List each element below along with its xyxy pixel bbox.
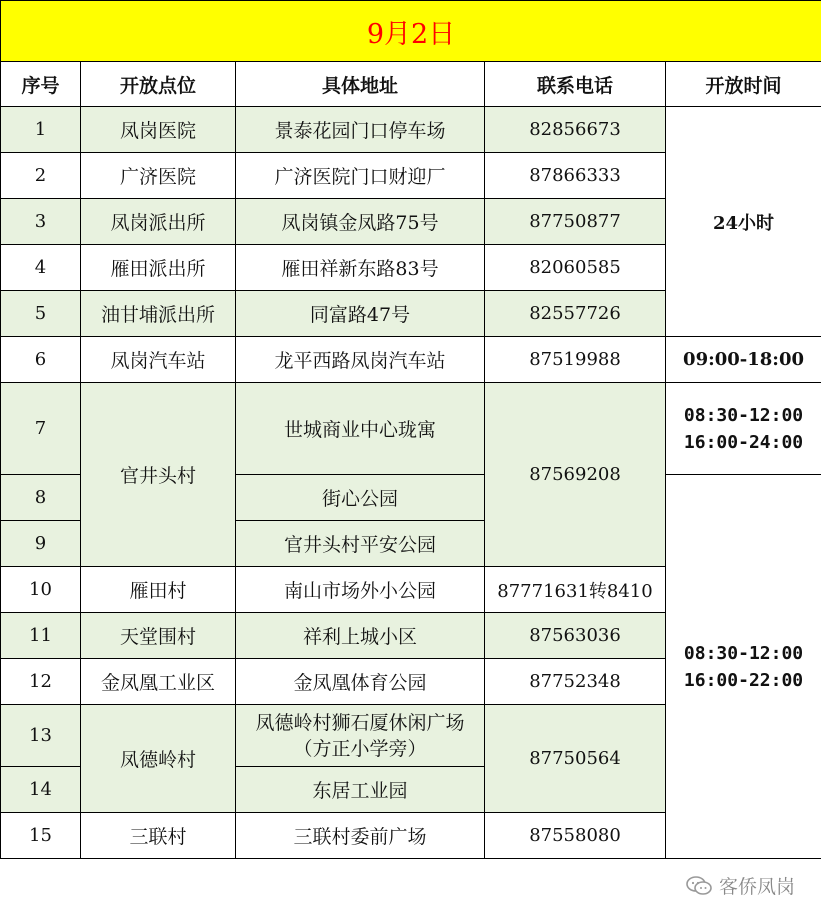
row-index: 6 — [1, 337, 81, 383]
row-index: 11 — [1, 613, 81, 659]
row-address: 雁田祥新东路83号 — [236, 245, 485, 291]
row-phone: 87752348 — [485, 659, 666, 705]
header-site: 开放点位 — [81, 62, 236, 107]
row-phone: 87750564 — [485, 705, 666, 813]
row-index: 1 — [1, 107, 81, 153]
row-site: 凤德岭村 — [81, 705, 236, 813]
table-row — [1, 337, 821, 383]
header-index: 序号 — [1, 62, 81, 107]
row-index: 8 — [1, 475, 81, 521]
row-phone: 87563036 — [485, 613, 666, 659]
row-phone: 87866333 — [485, 153, 666, 199]
row-address: 东居工业园 — [236, 767, 485, 813]
header-hours: 开放时间 — [666, 62, 821, 107]
row-index: 15 — [1, 813, 81, 859]
row-index: 14 — [1, 767, 81, 813]
row-phone: 87771631转8410 — [485, 567, 666, 613]
row-phone: 87750877 — [485, 199, 666, 245]
row-index: 7 — [1, 383, 81, 475]
row-address: 景泰花园门口停车场 — [236, 107, 485, 153]
row-index: 10 — [1, 567, 81, 613]
row-site: 油甘埔派出所 — [81, 291, 236, 337]
row-phone: 87569208 — [485, 383, 666, 567]
address-line: （方正小学旁） — [293, 737, 427, 760]
table-title: 9月2日 — [1, 1, 821, 62]
watermark — [685, 872, 795, 899]
row-address: 同富路47号 — [236, 291, 485, 337]
row-address — [236, 705, 485, 767]
row-address: 金凤凰体育公园 — [236, 659, 485, 705]
row-site: 官井头村 — [81, 383, 236, 567]
row-address: 世城商业中心珑寓 — [236, 383, 485, 475]
row-phone: 87558080 — [485, 813, 666, 859]
watermark-text: 客侨凤岗 — [718, 876, 795, 898]
row-index: 9 — [1, 521, 81, 567]
row-site: 天堂围村 — [81, 613, 236, 659]
row-site: 金凤凰工业区 — [81, 659, 236, 705]
row-index: 12 — [1, 659, 81, 705]
hours-line: 16:00-24:00 — [683, 431, 804, 453]
row-phone: 82060585 — [485, 245, 666, 291]
row-address: 南山市场外小公园 — [236, 567, 485, 613]
hours-24h: 24小时 — [666, 107, 821, 337]
row-address: 三联村委前广场 — [236, 813, 485, 859]
hours-split-22 — [666, 475, 821, 859]
row-site: 雁田派出所 — [81, 245, 236, 291]
row-site: 雁田村 — [81, 567, 236, 613]
row-phone: 82557726 — [485, 291, 666, 337]
header-row — [1, 62, 821, 107]
row-index: 13 — [1, 705, 81, 767]
row-site: 凤岗医院 — [81, 107, 236, 153]
row-address: 龙平西路凤岗汽车站 — [236, 337, 485, 383]
hours-line: 16:00-22:00 — [683, 669, 804, 691]
hours-split-24 — [666, 383, 821, 475]
row-index: 3 — [1, 199, 81, 245]
row-address: 街心公园 — [236, 475, 485, 521]
header-phone: 联系电话 — [485, 62, 666, 107]
row-site: 凤岗汽车站 — [81, 337, 236, 383]
row-site: 广济医院 — [81, 153, 236, 199]
row-address: 广济医院门口财迎厂 — [236, 153, 485, 199]
table-row — [1, 383, 821, 475]
hours-line: 08:30-12:00 — [683, 404, 804, 426]
row-site: 三联村 — [81, 813, 236, 859]
table-row — [1, 107, 821, 153]
address-line: 凤德岭村狮石厦休闲广场 — [255, 711, 465, 734]
row-index: 2 — [1, 153, 81, 199]
row-address: 祥利上城小区 — [236, 613, 485, 659]
row-address: 凤岗镇金凤路75号 — [236, 199, 485, 245]
header-address: 具体地址 — [236, 62, 485, 107]
row-address: 官井头村平安公园 — [236, 521, 485, 567]
hours-line: 08:30-12:00 — [683, 642, 804, 664]
row-index: 4 — [1, 245, 81, 291]
wechat-icon — [685, 875, 713, 897]
hours-day: 09:00-18:00 — [666, 337, 821, 383]
row-index: 5 — [1, 291, 81, 337]
row-phone: 87519988 — [485, 337, 666, 383]
row-site: 凤岗派出所 — [81, 199, 236, 245]
row-phone: 82856673 — [485, 107, 666, 153]
